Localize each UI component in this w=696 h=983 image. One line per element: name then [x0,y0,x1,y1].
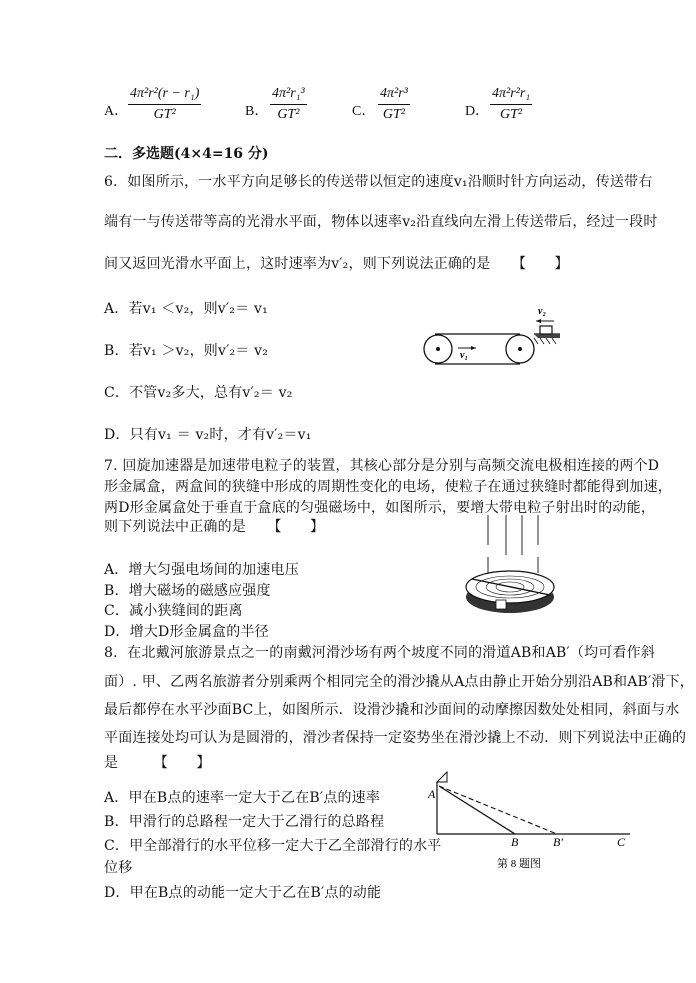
q5-option-d-num: 4π²r²r₁ [490,86,532,105]
q8-option-d: D．甲在B点的动能一定大于乙在B′点的动能 [104,885,382,901]
q8-option-b: B．甲滑行的总路程一定大于乙滑行的总路程 [104,814,385,830]
q8-stem-line-4: 平面连接处均可认为是圆滑的，滑沙者保持一定姿势坐在滑沙撬上不动．则下列说法中正确的 [104,730,687,746]
q8-stem-line-5: 是 【 】 [104,755,211,771]
q7-option-b: B．增大磁场的磁感应强度 [104,583,271,599]
left-pulley-axle [436,347,440,351]
q5-option-c-num: 4π²r³ [378,86,410,105]
q7-stem-line-2: 形金属盒，两盒间的狭缝中形成的周期性变化的电场，使粒子在通过狭缝时都能得到加速， [104,479,672,495]
q5-option-a-den: GT² [153,107,176,122]
label-a: A [428,787,436,801]
magnetic-field-lines [488,515,538,555]
q5-option-a-fraction [128,86,201,123]
figure-caption: 第 8 题图 [497,858,541,870]
q6-option-a: A．若v₁ ＜v₂，则v′₂＝ v₁ [104,301,268,317]
label-b: B [511,835,519,849]
q7-stem-line-4: 则下列说法中正确的是 【 】 [104,519,325,535]
q7-stem-line-3: 两D形金属盒处于垂直于盒底的匀强磁场中，如图所示，要增大带电粒子射出时的动能， [104,500,656,516]
cyclotron-figure [458,515,558,620]
top-platform [437,772,447,782]
q5-option-b-fraction [270,86,307,123]
q5-option-c-label: C． [352,104,376,119]
q8-option-c: C．甲全部滑行的水平位移一定大于乙全部滑行的水平 [104,838,442,854]
q8-option-a: A．甲在B点的速率一定大于乙在B′点的速率 [104,790,381,806]
slope-ab-prime [439,786,557,834]
q5-option-c-fraction [378,86,410,123]
q5-option-a-num: 4π²r²(r − r₁) [128,86,201,105]
section-title: 二．多选题(4×4=16 分) [104,146,269,162]
q7-option-d: D．增大D形金属盒的半径 [104,624,269,640]
v1-label: v₁ [460,350,468,361]
q8-stem-line-1: 8．在北戴河旅游景点之一的南戴河滑沙场有两个坡度不同的滑道AB和AB′（均可看作斜 [104,645,656,661]
block [540,326,552,334]
q6-option-c: C．不管v₂多大，总有v′₂＝ v₂ [104,385,293,401]
electrode [496,600,506,609]
platform-hatch [534,334,560,338]
q6-option-b: B．若v₁ ＞v₂，则v′₂＝ v₂ [104,343,269,359]
q5-option-c-den: GT² [382,107,405,122]
q7-option-c: C．减小狭缝间的距离 [104,603,243,619]
q7-stem-line-1: 7. 回旋加速器是加速带电粒子的装置，其核心部分是分别与高频交流电极相连接的两个D [104,458,660,474]
q8-stem-line-3: 最后都停在水平沙面BC上，如图所示．设滑沙撬和沙面间的动摩擦因数处处相同，斜面与水 [104,702,680,718]
label-c: C [617,835,626,849]
q5-option-d-label: D． [465,104,490,119]
q8-option-c-cont: 位移 [104,860,133,876]
q5-option-a-label: A． [104,104,129,119]
q5-option-d-den: GT² [500,107,523,122]
label-b-prime: B′ [553,835,563,849]
q5-option-d-fraction [490,86,532,123]
q8-stem-line-2: 面）. 甲、乙两名旅游者分别乘两个相同完全的滑沙撬从A点由静止开始分别沿AB和AB′滑下， [104,674,694,690]
conveyor-belt-figure [420,302,570,372]
q6-stem-line-2: 端有一与传送带等高的光滑水平面，物体以速率v₂沿直线向左滑上传送带后，经过一段时 [104,214,658,230]
q5-option-b-den: GT² [277,107,300,122]
q6-option-d: D．只有v₁ ＝ v₂时，才有v′₂＝v₁ [104,427,312,443]
q5-option-b-num: 4π²r₁³ [270,86,307,105]
sand-slide-figure [425,768,635,873]
v2-label: v₂ [538,306,546,317]
q5-option-b-label: B． [245,104,269,119]
right-pulley-axle [518,347,522,351]
q6-stem-line-3: 间又返回光滑水平面上，这时速率为v′₂，则下列说法正确的是 【 】 [104,256,569,272]
q7-option-a: A．增大匀强电场间的加速电压 [104,562,299,578]
slope-ab [439,786,515,834]
q6-stem-line-1: 6．如图所示，一水平方向足够长的传送带以恒定的速度v₁沿顺时针方向运动，传送带右 [104,174,653,190]
